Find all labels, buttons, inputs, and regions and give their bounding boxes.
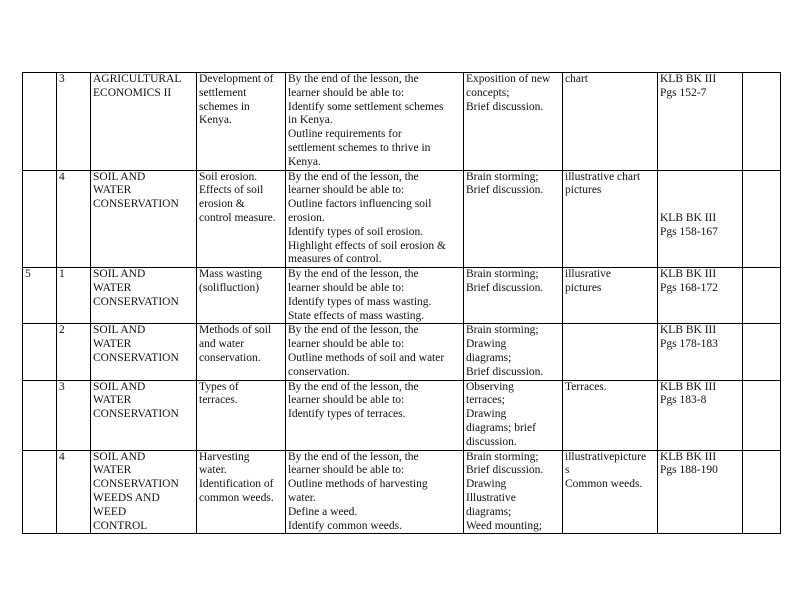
- topic-cell-line: AGRICULTURAL: [93, 73, 182, 85]
- subtopic-cell-line: Types of: [199, 380, 239, 393]
- subtopic-cell-line: water.: [199, 464, 227, 477]
- subtopic-cell-line: Effects of soil: [199, 184, 264, 197]
- subtopic-cell-line: Identification of: [199, 478, 274, 491]
- remarks-cell: [743, 450, 781, 534]
- references-cell-line: Pgs 168-172: [660, 281, 718, 294]
- objectives-cell: [286, 170, 464, 268]
- topic-cell-line: SOIL AND: [93, 268, 146, 281]
- references-cell-line: Pgs 183-8: [660, 394, 707, 407]
- objectives-cell-line: By the end of the lesson, the: [288, 324, 419, 337]
- activities-cell: [464, 73, 563, 171]
- subtopic-cell-line: common weeds.: [199, 491, 274, 504]
- topic-cell-line: CONSERVATION: [93, 478, 179, 491]
- remarks-cell: [743, 324, 781, 380]
- objectives-cell: [286, 380, 464, 450]
- week-cell: [23, 324, 57, 380]
- subtopic-cell-line: Harvesting: [199, 450, 250, 463]
- references-cell-line: [660, 184, 740, 198]
- table-row: [23, 73, 781, 171]
- activities-cell: [464, 268, 563, 324]
- remarks-cell: [743, 380, 781, 450]
- topic-cell-line: CONSERVATION: [93, 198, 179, 211]
- topic-cell-line: WATER: [93, 464, 132, 477]
- subtopic-cell: [197, 380, 286, 450]
- references-cell-line: Pgs 188-190: [660, 464, 718, 477]
- remarks-cell: [743, 268, 781, 324]
- activities-cell-line: Brief discussion.: [466, 100, 544, 113]
- table-row: [23, 380, 781, 450]
- objectives-cell-line: conservation.: [288, 365, 350, 378]
- activities-cell-line: Brief discussion.: [466, 281, 544, 294]
- references-cell-line: KLB BK III: [660, 324, 717, 337]
- activities-cell: [464, 170, 563, 268]
- topic-cell-line: WEEDS AND: [93, 491, 160, 504]
- objectives-cell-line: learner should be able to:: [288, 86, 405, 99]
- objectives-cell: [286, 73, 464, 171]
- topic-cell: [91, 170, 197, 268]
- topic-cell-line: SOIL AND: [93, 380, 146, 393]
- activities-cell-line: Drawing: [466, 478, 507, 491]
- activities-cell-line: Illustrative: [466, 491, 516, 504]
- subtopic-cell: [197, 73, 286, 171]
- topic-cell-line: SOIL AND: [93, 324, 146, 337]
- references-cell: [658, 268, 743, 324]
- activities-cell: [464, 450, 563, 534]
- references-cell: [658, 380, 743, 450]
- table-row: [23, 170, 781, 268]
- table-row: [23, 268, 781, 324]
- references-cell: [658, 73, 743, 171]
- topic-cell-line: WATER: [93, 338, 132, 351]
- objectives-cell-line: By the end of the lesson, the: [288, 450, 419, 463]
- references-cell-line: KLB BK III: [660, 380, 717, 393]
- objectives-cell-line: Identify types of terraces.: [288, 408, 406, 421]
- activities-cell-line: Brain storming;: [466, 324, 539, 337]
- week-cell: [23, 380, 57, 450]
- objectives-cell-line: learner should be able to:: [288, 464, 405, 477]
- references-cell-line: [660, 198, 740, 212]
- objectives-cell-line: measures of control.: [288, 253, 382, 266]
- lesson-cell: 3: [57, 73, 91, 171]
- resources-cell-line: Terraces.: [565, 380, 607, 393]
- activities-cell-line: Brain storming;: [466, 268, 539, 281]
- topic-cell-line: WATER: [93, 184, 132, 197]
- objectives-cell-line: learner should be able to:: [288, 394, 405, 407]
- subtopic-cell: [197, 324, 286, 380]
- scheme-of-work-table: [22, 72, 781, 534]
- resources-cell: [563, 73, 658, 171]
- objectives-cell-line: Identify types of mass wasting.: [288, 295, 432, 308]
- topic-cell-line: CONSERVATION: [93, 408, 179, 421]
- remarks-cell: [743, 170, 781, 268]
- resources-cell: [563, 380, 658, 450]
- resources-cell-line: illusrative: [565, 268, 611, 281]
- topic-cell-line: SOIL AND: [93, 170, 146, 183]
- activities-cell-line: terraces;: [466, 394, 505, 407]
- subtopic-cell-line: Development of: [199, 73, 274, 85]
- references-cell: [658, 450, 743, 534]
- subtopic-cell-line: terraces.: [199, 394, 238, 407]
- resources-cell-line: pictures: [565, 281, 602, 294]
- topic-cell-line: CONTROL: [93, 519, 148, 532]
- lesson-cell: 3: [57, 380, 91, 450]
- objectives-cell-line: Outline methods of harvesting: [288, 478, 428, 491]
- lesson-cell: 2: [57, 324, 91, 380]
- topic-cell-line: ECONOMICS II: [93, 86, 172, 99]
- week-cell: 5: [23, 268, 57, 324]
- subtopic-cell-line: Soil erosion.: [199, 170, 258, 183]
- objectives-cell-line: By the end of the lesson, the: [288, 170, 419, 183]
- objectives-cell-line: State effects of mass wasting.: [288, 309, 425, 322]
- resources-cell-line: s: [565, 464, 570, 477]
- objectives-cell-line: in Kenya.: [288, 114, 333, 127]
- objectives-cell-line: Highlight effects of soil erosion &: [288, 239, 446, 252]
- references-cell: [658, 170, 743, 268]
- objectives-cell: [286, 450, 464, 534]
- resources-cell: [563, 170, 658, 268]
- references-cell-line: Pgs 158-167: [660, 225, 718, 238]
- objectives-cell-line: Identify some settlement schemes: [288, 100, 444, 113]
- subtopic-cell-line: and water: [199, 338, 245, 351]
- subtopic-cell-line: (solifluction): [199, 281, 260, 294]
- week-cell: [23, 450, 57, 534]
- objectives-cell-line: Outline requirements for: [288, 128, 402, 141]
- activities-cell-line: Weed mounting;: [466, 519, 543, 532]
- subtopic-cell-line: control measure.: [199, 211, 276, 224]
- activities-cell-line: Brief discussion.: [466, 365, 544, 378]
- references-cell-line: KLB BK III: [660, 450, 717, 463]
- activities-cell-line: Drawing: [466, 408, 507, 421]
- lesson-cell: 4: [57, 170, 91, 268]
- subtopic-cell: [197, 170, 286, 268]
- topic-cell-line: WEED: [93, 505, 127, 518]
- activities-cell-line: Brain storming;: [466, 450, 539, 463]
- objectives-cell-line: water.: [288, 491, 316, 504]
- topic-cell-line: SOIL AND: [93, 450, 146, 463]
- references-cell-line: Pgs 152-7: [660, 86, 707, 99]
- objectives-cell-line: Define a weed.: [288, 505, 358, 518]
- objectives-cell: [286, 268, 464, 324]
- references-cell-line: [660, 171, 740, 185]
- references-cell-line: KLB BK III: [660, 73, 717, 85]
- activities-cell-line: concepts;: [466, 86, 510, 99]
- objectives-cell-line: By the end of the lesson, the: [288, 73, 419, 85]
- table-row: [23, 450, 781, 534]
- resources-cell-line: illustrativepicture: [565, 450, 647, 463]
- subtopic-cell-line: settlement: [199, 86, 247, 99]
- subtopic-cell-line: Mass wasting: [199, 268, 262, 281]
- subtopic-cell-line: Methods of soil: [199, 324, 272, 337]
- activities-cell-line: diagrams;: [466, 351, 512, 364]
- resources-cell-line: pictures: [565, 184, 602, 197]
- objectives-cell-line: By the end of the lesson, the: [288, 268, 419, 281]
- activities-cell: [464, 324, 563, 380]
- activities-cell-line: Brain storming;: [466, 170, 539, 183]
- topic-cell-line: WATER: [93, 281, 132, 294]
- references-cell-line: Pgs 178-183: [660, 338, 718, 351]
- topic-cell: [91, 450, 197, 534]
- resources-cell-line: illustrative chart: [565, 170, 641, 183]
- resources-cell: [563, 450, 658, 534]
- subtopic-cell: [197, 268, 286, 324]
- activities-cell-line: diagrams; brief: [466, 421, 536, 434]
- topic-cell: [91, 324, 197, 380]
- subtopic-cell-line: schemes in: [199, 100, 250, 113]
- objectives-cell-line: Identify common weeds.: [288, 519, 403, 532]
- activities-cell-line: Exposition of new: [466, 73, 551, 85]
- week-cell: [23, 170, 57, 268]
- activities-cell: [464, 380, 563, 450]
- activities-cell-line: Brief discussion.: [466, 184, 544, 197]
- objectives-cell-line: Outline methods of soil and water: [288, 351, 445, 364]
- resources-cell: [563, 324, 658, 380]
- objectives-cell-line: By the end of the lesson, the: [288, 380, 419, 393]
- objectives-cell-line: learner should be able to:: [288, 184, 405, 197]
- activities-cell-line: Observing: [466, 380, 514, 393]
- objectives-cell-line: learner should be able to:: [288, 338, 405, 351]
- objectives-cell: [286, 324, 464, 380]
- subtopic-cell-line: conservation.: [199, 351, 261, 364]
- lesson-cell: 1: [57, 268, 91, 324]
- activities-cell-line: Brief discussion.: [466, 464, 544, 477]
- resources-cell-line: Common weeds.: [565, 478, 643, 491]
- resources-cell: [563, 268, 658, 324]
- topic-cell-line: CONSERVATION: [93, 351, 179, 364]
- activities-cell-line: discussion.: [466, 435, 517, 448]
- objectives-cell-line: erosion.: [288, 211, 325, 224]
- objectives-cell-line: settlement schemes to thrive in: [288, 141, 431, 154]
- references-cell-line: KLB BK III: [660, 211, 717, 224]
- topic-cell: [91, 268, 197, 324]
- references-cell: [658, 324, 743, 380]
- topic-cell-line: WATER: [93, 394, 132, 407]
- remarks-cell: [743, 73, 781, 171]
- objectives-cell-line: learner should be able to:: [288, 281, 405, 294]
- resources-cell-line: chart: [565, 73, 588, 85]
- lesson-cell: 4: [57, 450, 91, 534]
- topic-cell: [91, 73, 197, 171]
- subtopic-cell: [197, 450, 286, 534]
- week-cell: [23, 73, 57, 171]
- table-row: [23, 324, 781, 380]
- subtopic-cell-line: Kenya.: [199, 114, 232, 127]
- references-cell-line: KLB BK III: [660, 268, 717, 281]
- activities-cell-line: diagrams;: [466, 505, 512, 518]
- topic-cell: [91, 380, 197, 450]
- objectives-cell-line: Kenya.: [288, 155, 321, 168]
- topic-cell-line: CONSERVATION: [93, 295, 179, 308]
- objectives-cell-line: Identify types of soil erosion.: [288, 225, 424, 238]
- objectives-cell-line: Outline factors influencing soil: [288, 198, 432, 211]
- activities-cell-line: Drawing: [466, 338, 507, 351]
- subtopic-cell-line: erosion &: [199, 198, 245, 211]
